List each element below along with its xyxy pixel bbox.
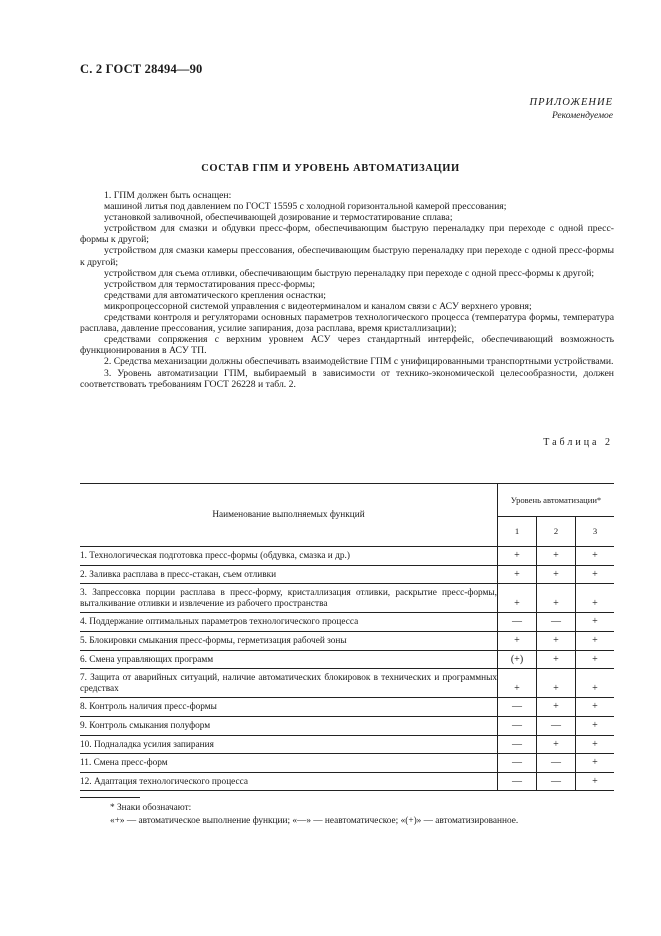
level-2-value: — — [537, 772, 576, 791]
paragraph: средствами сопряжения с верхним уровнем АСУ через стандартный интерфейс, обеспечивающий возможность функционирования в АСУ ТП. — [80, 334, 614, 357]
level-2-value: + — [537, 565, 576, 584]
level-3-value: + — [576, 735, 615, 754]
level-1-value: — — [498, 735, 537, 754]
table-row — [80, 584, 614, 613]
level-header: 3 — [576, 517, 615, 547]
function-name: 12. Адаптация технологического процесса — [80, 772, 498, 791]
paragraph: средствами контроля и регуляторами основных параметров технологического процесса (температура формы, температура расплава, давление прессования, усилие запирания, доза расплава, время кристаллизации); — [80, 312, 614, 335]
function-name: 2. Заливка расплава в пресс-стакан, съем отливки — [80, 565, 498, 584]
level-2-value: + — [537, 650, 576, 669]
level-2-value: + — [537, 698, 576, 717]
function-name: 1. Технологическая подготовка пресс-формы (обдувка, смазка и др.) — [80, 547, 498, 566]
level-1-value: — — [498, 772, 537, 791]
level-3-value: + — [576, 547, 615, 566]
table-row — [80, 735, 614, 754]
footnote-line: «+» — автоматическое выполнение функции; «—» — неавтоматическое; «(+)» — автоматизированное. — [110, 816, 519, 826]
paragraph: микропроцессорной системой управления с видеотерминалом и каналом связи с АСУ верхнего уровня; — [104, 300, 532, 312]
level-3-value: + — [576, 716, 615, 735]
level-1-value: — — [498, 698, 537, 717]
function-name: 3. Запрессовка порции расплава в пресс-форму, кристаллизация отливки, раскрытие пресс-формы, выталкивание отливки и извлечение из рабочего пространства — [80, 584, 498, 613]
level-1-value: + — [498, 631, 537, 650]
level-3-value: + — [576, 584, 615, 613]
level-1-value: + — [498, 669, 537, 698]
level-2-value: + — [537, 631, 576, 650]
table-row — [80, 565, 614, 584]
level-2-value: + — [537, 584, 576, 613]
paragraph: 1. ГПМ должен быть оснащен: — [104, 190, 232, 201]
function-name: 8. Контроль наличия пресс-формы — [80, 698, 498, 717]
level-3-value: + — [576, 613, 615, 632]
table-row — [80, 631, 614, 650]
table-row — [80, 547, 614, 566]
page-title: СОСТАВ ГПМ И УРОВЕНЬ АВТОМАТИЗАЦИИ — [201, 163, 460, 174]
level-3-value: + — [576, 565, 615, 584]
footnote-rule — [80, 797, 140, 798]
level-1-value: + — [498, 547, 537, 566]
paragraph: средствами для автоматического крепления оснастки; — [104, 289, 326, 301]
column-header-functions: Наименование выполняемых функций — [80, 484, 498, 547]
footnote-line: * Знаки обозначают: — [110, 803, 192, 813]
level-2-value: — — [537, 754, 576, 773]
paragraph: устройством для смазки и обдувки пресс-форм, обеспечивающим быструю переналадку при переходе с одной пресс-формы к другой; — [80, 223, 614, 246]
function-name: 9. Контроль смыкания полуформ — [80, 716, 498, 735]
function-name: 4. Поддержание оптимальных параметров технологического процесса — [80, 613, 498, 632]
paragraph: 2. Средства механизации должны обеспечивать взаимодействие ГПМ с унифицированными транспортными устройствами. — [104, 356, 614, 368]
level-2-value: — — [537, 716, 576, 735]
paragraph: машиной литья под давлением по ГОСТ 15595 с холодной горизонтальной камерой прессования; — [104, 201, 507, 213]
paragraph: устройством для термостатирования пресс-формы; — [104, 278, 316, 290]
table-caption: Таблица 2 — [543, 437, 613, 448]
level-1-value: + — [498, 584, 537, 613]
level-1-value: (+) — [498, 650, 537, 669]
appendix-label: ПРИЛОЖЕНИЕ — [529, 97, 613, 108]
level-2-value: + — [537, 669, 576, 698]
level-1-value: + — [498, 565, 537, 584]
function-name: 11. Смена пресс-форм — [80, 754, 498, 773]
page-header: С. 2 ГОСТ 28494—90 — [80, 62, 203, 76]
automation-table — [80, 483, 614, 791]
level-2-value: — — [537, 613, 576, 632]
level-header: 1 — [498, 517, 537, 547]
level-header: 2 — [537, 517, 576, 547]
table-row — [80, 669, 614, 698]
paragraph: устройством для смазки камеры прессования, обеспечивающим быструю переналадку при переходе с одной пресс-формы к другой; — [80, 245, 614, 268]
level-3-value: + — [576, 669, 615, 698]
body-text — [80, 190, 614, 390]
level-3-value: + — [576, 698, 615, 717]
column-header-level: Уровень автоматизации* — [498, 484, 615, 517]
appendix-note: Рекомендуемое — [551, 111, 613, 121]
footnotes — [80, 802, 614, 828]
level-3-value: + — [576, 650, 615, 669]
table-row — [80, 754, 614, 773]
table-row — [80, 772, 614, 791]
appendix-label-block — [530, 97, 614, 121]
paragraph: устройством для съема отливки, обеспечивающим быструю переналадку при переходе с одной пресс-формы к другой; — [104, 267, 595, 279]
table-row — [80, 698, 614, 717]
level-1-value: — — [498, 716, 537, 735]
level-3-value: + — [576, 631, 615, 650]
level-1-value: — — [498, 754, 537, 773]
table-row — [80, 613, 614, 632]
level-2-value: + — [537, 735, 576, 754]
level-2-value: + — [537, 547, 576, 566]
level-3-value: + — [576, 754, 615, 773]
paragraph: установкой заливочной, обеспечивающей дозирование и термостатирование сплава; — [104, 212, 453, 224]
table-row — [80, 716, 614, 735]
function-name: 5. Блокировки смыкания пресс-формы, герметизация рабочей зоны — [80, 631, 498, 650]
table-body — [80, 547, 614, 791]
level-3-value: + — [576, 772, 615, 791]
function-name: 10. Подналадка усилия запирания — [80, 735, 498, 754]
paragraph: 3. Уровень автоматизации ГПМ, выбираемый в зависимости от технико-экономической целесообразности, должен соответствовать требованиям ГОСТ 26228 и табл. 2. — [80, 367, 614, 390]
function-name: 6. Смена управляющих программ — [80, 650, 498, 669]
level-1-value: — — [498, 613, 537, 632]
function-name: 7. Защита от аварийных ситуаций, наличие автоматических блокировок в технических и программных средствах — [80, 669, 498, 698]
table-row — [80, 650, 614, 669]
